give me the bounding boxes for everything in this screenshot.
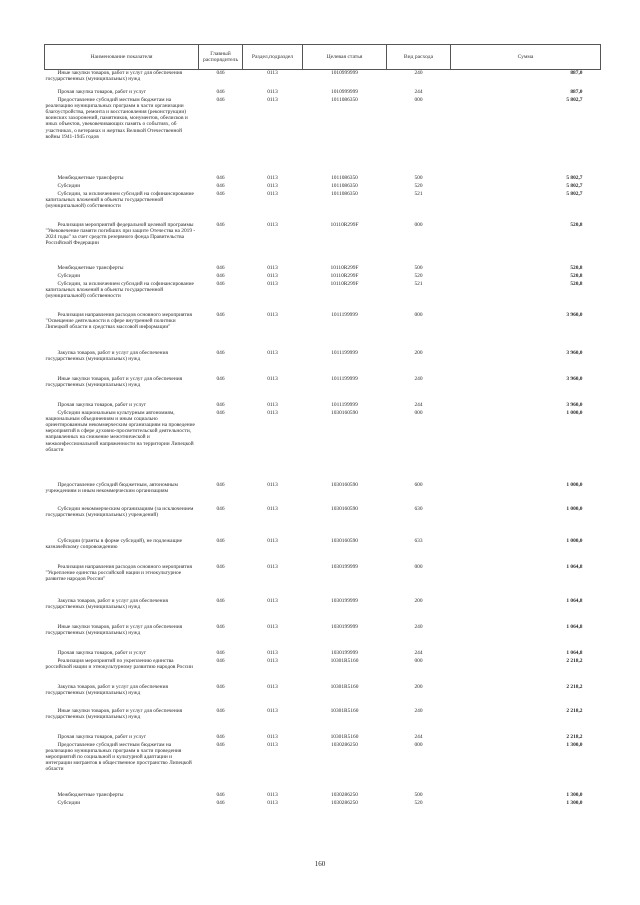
row-name xyxy=(45,734,199,742)
row-exp-type: 000 xyxy=(414,563,423,570)
table-row xyxy=(45,624,601,650)
row-section: 0113 xyxy=(267,791,278,798)
row-exp-type: 200 xyxy=(414,683,423,690)
row-section: 0113 xyxy=(267,409,278,416)
row-name xyxy=(45,410,199,482)
row-article: 10110R299F xyxy=(330,280,359,287)
row-section: 0113 xyxy=(267,537,278,544)
row-sum: 1 064,8 xyxy=(566,597,583,604)
row-name xyxy=(45,658,199,684)
row-name xyxy=(45,222,199,265)
row-admin: 046 xyxy=(216,221,225,228)
table-header xyxy=(45,45,601,70)
row-article: 1010999999 xyxy=(331,70,358,76)
row-exp-type: 244 xyxy=(414,649,423,656)
row-name xyxy=(45,742,199,792)
row-name xyxy=(45,482,199,506)
row-admin: 046 xyxy=(216,264,225,271)
row-section: 0113 xyxy=(267,349,278,356)
row-name xyxy=(45,564,199,598)
row-admin: 046 xyxy=(216,70,225,76)
row-sum: 3 960,0 xyxy=(566,401,583,408)
table-row xyxy=(45,97,601,175)
row-section: 0113 xyxy=(267,264,278,271)
row-admin: 046 xyxy=(216,401,225,408)
table-row xyxy=(45,598,601,624)
row-sum: 887,0 xyxy=(570,88,583,95)
row-article: 1030199999 xyxy=(331,649,358,656)
table-row xyxy=(45,650,601,658)
table-row xyxy=(45,482,601,506)
row-admin: 046 xyxy=(216,707,225,714)
row-name xyxy=(45,708,199,734)
table-row xyxy=(45,89,601,97)
row-admin: 046 xyxy=(216,96,225,103)
row-article: 1011199999 xyxy=(331,349,358,356)
row-section: 0113 xyxy=(267,623,278,630)
row-name xyxy=(45,350,199,376)
row-sum: 2 218,2 xyxy=(566,733,583,740)
row-section: 0113 xyxy=(267,174,278,181)
row-name-text: Закупка товаров, работ и услуг для обеспечения государственных (муниципальных) нужд xyxy=(45,683,168,696)
row-section: 0113 xyxy=(267,649,278,656)
row-admin: 046 xyxy=(216,649,225,656)
header-admin: Главный распорядитель xyxy=(199,45,243,70)
row-article: 1011086350 xyxy=(331,174,358,181)
row-section: 0113 xyxy=(267,272,278,279)
row-sum: 2 218,2 xyxy=(566,657,583,664)
row-article: 1030199999 xyxy=(331,563,358,570)
row-sum: 520,8 xyxy=(570,280,583,287)
row-article: 1011086350 xyxy=(331,190,358,197)
row-section: 0113 xyxy=(267,481,278,488)
row-name-text: Реализация мероприятий федеральной целевой программы "Увековечение памяти погибших при защите Отечества на 2019 - 2024 годы" за счет средств резервного фонда Правительства Российской Федерации xyxy=(45,221,196,247)
table-row xyxy=(45,376,601,402)
budget-table xyxy=(44,44,601,808)
table-row xyxy=(45,658,601,684)
row-section: 0113 xyxy=(267,799,278,806)
row-sum: 1 300,0 xyxy=(566,799,583,806)
row-exp-type: 630 xyxy=(414,505,423,512)
row-exp-type: 500 xyxy=(414,791,423,798)
row-name xyxy=(45,70,199,89)
table-row xyxy=(45,281,601,312)
row-sum: 1 000,0 xyxy=(566,481,583,488)
row-sum: 3 960,0 xyxy=(566,375,583,382)
row-name-text: Прочая закупка товаров, работ и услуг xyxy=(57,649,147,656)
row-article: 1030286250 xyxy=(331,799,358,806)
table-row xyxy=(45,402,601,410)
table-row xyxy=(45,70,601,89)
row-admin: 046 xyxy=(216,375,225,382)
table-row xyxy=(45,538,601,564)
row-name xyxy=(45,265,199,273)
row-admin: 046 xyxy=(216,657,225,664)
row-name-text: Предоставление субсидий бюджетным, автономным учреждениям и иным некоммерческим организациям xyxy=(45,481,178,494)
row-section: 0113 xyxy=(267,190,278,197)
row-exp-type: 240 xyxy=(414,70,423,76)
row-exp-type: 000 xyxy=(414,96,423,103)
table-row xyxy=(45,564,601,598)
row-exp-type: 200 xyxy=(414,349,423,356)
row-exp-type: 633 xyxy=(414,537,423,544)
row-name-text: Межбюджетные трансферты xyxy=(57,264,124,271)
row-name-text: Реализация направления расходов основного мероприятия "Укрепление единства российской нации и этнокультурное развитие народов России" xyxy=(45,563,193,582)
row-exp-type: 244 xyxy=(414,401,423,408)
row-sum: 2 218,2 xyxy=(566,683,583,690)
row-sum: 5 802,7 xyxy=(566,174,583,181)
row-article: 10301R5160 xyxy=(330,707,359,714)
row-section: 0113 xyxy=(267,563,278,570)
row-name-text: Субсидии некоммерческим организациям (за исключением государственных (муниципальных) учреждений) xyxy=(45,505,194,518)
row-name-text: Иные закупки товаров, работ и услуг для обеспечения государственных (муниципальных) нужд xyxy=(45,70,183,83)
row-exp-type: 240 xyxy=(414,375,423,382)
row-name xyxy=(45,191,199,222)
row-sum: 1 000,0 xyxy=(566,537,583,544)
row-admin: 046 xyxy=(216,563,225,570)
row-admin: 046 xyxy=(216,799,225,806)
row-sum: 1 064,8 xyxy=(566,649,583,656)
row-admin: 046 xyxy=(216,409,225,416)
row-name xyxy=(45,792,199,800)
header-article: Целевая статья xyxy=(303,45,387,70)
row-article: 1011199999 xyxy=(331,375,358,382)
row-admin: 046 xyxy=(216,280,225,287)
table-row xyxy=(45,792,601,800)
row-name-text: Субсидии национальным культурным автономиям, национальным объединениям и иным социально ориентированным некоммерческим организациям на проведение мероприятий в сфере духовно-просветительской деятельности, направленных на снижение межэтнической и межконфессиональной напряженности на территории Липецкой области xyxy=(45,409,195,453)
row-exp-type: 521 xyxy=(414,280,423,287)
row-article: 1011199999 xyxy=(331,401,358,408)
row-article: 1030286250 xyxy=(331,791,358,798)
row-name-text: Реализация направления расходов основного мероприятия "Освещение деятельности в сфере внутренней политики Липецкой области в средствах массовой информации" xyxy=(45,311,193,330)
row-sum: 3 960,0 xyxy=(566,349,583,356)
row-article: 1030160590 xyxy=(331,505,358,512)
row-admin: 046 xyxy=(216,597,225,604)
row-section: 0113 xyxy=(267,280,278,287)
row-sum: 520,8 xyxy=(570,221,583,228)
row-section: 0113 xyxy=(267,505,278,512)
row-admin: 046 xyxy=(216,683,225,690)
row-admin: 046 xyxy=(216,311,225,318)
budget-table-page xyxy=(44,44,600,808)
table-row xyxy=(45,506,601,538)
row-name xyxy=(45,89,199,97)
row-exp-type: 521 xyxy=(414,190,423,197)
row-section: 0113 xyxy=(267,96,278,103)
row-exp-type: 244 xyxy=(414,733,423,740)
row-article: 1030160590 xyxy=(331,537,358,544)
row-sum: 520,8 xyxy=(570,272,583,279)
row-exp-type: 600 xyxy=(414,481,423,488)
row-name xyxy=(45,650,199,658)
row-name xyxy=(45,506,199,538)
row-name xyxy=(45,402,199,410)
row-article: 1011086350 xyxy=(331,182,358,189)
row-admin: 046 xyxy=(216,741,225,748)
row-exp-type: 000 xyxy=(414,741,423,748)
row-article: 10301R5160 xyxy=(330,657,359,664)
header-section: Раздел,подраздел xyxy=(243,45,303,70)
row-name-text: Межбюджетные трансферты xyxy=(57,174,124,181)
row-name-text: Субсидии, за исключением субсидий на софинансирование капитальных вложений в объекты государственной (муниципальной) собственности xyxy=(45,280,194,299)
row-sum: 520,8 xyxy=(570,264,583,271)
row-admin: 046 xyxy=(216,481,225,488)
row-name xyxy=(45,376,199,402)
table-row xyxy=(45,742,601,792)
row-section: 0113 xyxy=(267,733,278,740)
row-sum: 887,0 xyxy=(570,70,583,76)
row-name-text: Закупка товаров, работ и услуг для обеспечения государственных (муниципальных) нужд xyxy=(45,597,168,610)
row-name-text: Иные закупки товаров, работ и услуг для обеспечения государственных (муниципальных) нужд xyxy=(45,623,183,636)
table-row xyxy=(45,410,601,482)
row-article: 1030199999 xyxy=(331,597,358,604)
row-article: 1030199999 xyxy=(331,623,358,630)
row-name-text: Реализация мероприятий по укреплению единства российской нации и этнокультурному развитию народов России xyxy=(45,657,193,670)
row-exp-type: 200 xyxy=(414,597,423,604)
row-name xyxy=(45,97,199,175)
row-sum: 1 000,0 xyxy=(566,409,583,416)
row-name xyxy=(45,598,199,624)
row-sum: 1 000,0 xyxy=(566,505,583,512)
row-section: 0113 xyxy=(267,597,278,604)
row-name xyxy=(45,538,199,564)
row-article: 10110R299F xyxy=(330,272,359,279)
row-name xyxy=(45,183,199,191)
row-admin: 046 xyxy=(216,733,225,740)
row-sum: 1 300,0 xyxy=(566,791,583,798)
row-article: 1011086350 xyxy=(331,96,358,103)
row-name-text: Субсидии xyxy=(57,272,81,279)
row-name xyxy=(45,684,199,708)
row-article: 1030286250 xyxy=(331,741,358,748)
table-row xyxy=(45,350,601,376)
row-name xyxy=(45,800,199,808)
header-exp-type: Вид расхода xyxy=(387,45,451,70)
row-exp-type: 520 xyxy=(414,799,423,806)
row-exp-type: 240 xyxy=(414,623,423,630)
row-exp-type: 520 xyxy=(414,272,423,279)
row-admin: 046 xyxy=(216,791,225,798)
table-row xyxy=(45,191,601,222)
row-sum: 3 960,0 xyxy=(566,311,583,318)
row-article: 1011199999 xyxy=(331,311,358,318)
row-sum: 5 802,7 xyxy=(566,190,583,197)
table-row xyxy=(45,273,601,281)
row-article: 10110R299F xyxy=(330,221,359,228)
row-name-text: Субсидии, за исключением субсидий на софинансирование капитальных вложений в объекты государственной (муниципальной) собственности xyxy=(45,190,194,209)
table-row xyxy=(45,734,601,742)
header-name: Наименование показателя xyxy=(45,45,199,70)
row-article: 1030160590 xyxy=(331,409,358,416)
row-name-text: Иные закупки товаров, работ и услуг для обеспечения государственных (муниципальных) нужд xyxy=(45,375,183,388)
row-admin: 046 xyxy=(216,623,225,630)
row-section: 0113 xyxy=(267,657,278,664)
row-admin: 046 xyxy=(216,349,225,356)
row-section: 0113 xyxy=(267,375,278,382)
row-name-text: Прочая закупка товаров, работ и услуг xyxy=(57,733,147,740)
row-sum: 1 300,0 xyxy=(566,741,583,748)
row-exp-type: 244 xyxy=(414,88,423,95)
table-row xyxy=(45,222,601,265)
table-row xyxy=(45,175,601,183)
row-admin: 046 xyxy=(216,537,225,544)
row-section: 0113 xyxy=(267,88,278,95)
row-sum: 1 064,8 xyxy=(566,623,583,630)
row-admin: 046 xyxy=(216,190,225,197)
row-name-text: Иные закупки товаров, работ и услуг для обеспечения государственных (муниципальных) нужд xyxy=(45,707,183,720)
row-sum: 5 802,7 xyxy=(566,96,583,103)
row-article: 1030160590 xyxy=(331,481,358,488)
row-name-text: Закупка товаров, работ и услуг для обеспечения государственных (муниципальных) нужд xyxy=(45,349,168,362)
row-name xyxy=(45,175,199,183)
row-section: 0113 xyxy=(267,683,278,690)
row-admin: 046 xyxy=(216,505,225,512)
row-name-text: Субсидии (гранты в форме субсидий), не подлежащие казначейскому сопровождению xyxy=(45,537,183,550)
row-name-text: Предоставление субсидий местным бюджетам на реализацию муниципальных программ в части организации благоустройства, ремонта и восстановления (реконструкции) воинских захоронений, памятников, монументов, обелисков и иных объектов, увековечивающих память о событиях, об участниках, о ветеранах и жертвах Великой Отечественной войны 1941-1945 годов xyxy=(45,96,188,140)
row-article: 10301R5160 xyxy=(330,733,359,740)
row-name-text: Прочая закупка товаров, работ и услуг xyxy=(57,401,147,408)
page-number: 160 xyxy=(314,860,326,868)
row-exp-type: 520 xyxy=(414,182,423,189)
row-article: 10301R5160 xyxy=(330,683,359,690)
row-exp-type: 500 xyxy=(414,174,423,181)
row-sum: 1 064,8 xyxy=(566,563,583,570)
row-name-text: Прочая закупка товаров, работ и услуг xyxy=(57,88,147,95)
row-name-text: Межбюджетные трансферты xyxy=(57,791,124,798)
row-section: 0113 xyxy=(267,741,278,748)
row-name-text: Предоставление субсидий местным бюджетам на реализацию муниципальных программ в части проведения мероприятий по социальной и культурной адаптации и интеграции мигрантов в общественное пространство Липецкой области xyxy=(45,741,192,773)
row-section: 0113 xyxy=(267,182,278,189)
row-section: 0113 xyxy=(267,707,278,714)
row-admin: 046 xyxy=(216,174,225,181)
row-admin: 046 xyxy=(216,88,225,95)
row-exp-type: 240 xyxy=(414,707,423,714)
table-row xyxy=(45,312,601,350)
table-row xyxy=(45,265,601,273)
row-sum: 2 218,2 xyxy=(566,707,583,714)
row-exp-type: 500 xyxy=(414,264,423,271)
row-name-text: Субсидии xyxy=(57,182,81,189)
row-name xyxy=(45,281,199,312)
row-admin: 046 xyxy=(216,182,225,189)
row-exp-type: 000 xyxy=(414,311,423,318)
row-name xyxy=(45,624,199,650)
row-name xyxy=(45,273,199,281)
row-section: 0113 xyxy=(267,311,278,318)
row-exp-type: 000 xyxy=(414,221,423,228)
table-row xyxy=(45,708,601,734)
row-article: 10110R299F xyxy=(330,264,359,271)
row-article: 1010999999 xyxy=(331,88,358,95)
row-exp-type: 000 xyxy=(414,409,423,416)
header-sum: Сумма xyxy=(451,45,601,70)
row-section: 0113 xyxy=(267,221,278,228)
table-body xyxy=(45,70,601,808)
row-exp-type: 000 xyxy=(414,657,423,664)
table-row xyxy=(45,684,601,708)
table-row xyxy=(45,183,601,191)
row-admin: 046 xyxy=(216,272,225,279)
row-section: 0113 xyxy=(267,70,278,76)
row-name xyxy=(45,312,199,350)
row-section: 0113 xyxy=(267,401,278,408)
table-row xyxy=(45,800,601,808)
row-sum: 5 802,7 xyxy=(566,182,583,189)
row-name-text: Субсидии xyxy=(57,799,81,806)
